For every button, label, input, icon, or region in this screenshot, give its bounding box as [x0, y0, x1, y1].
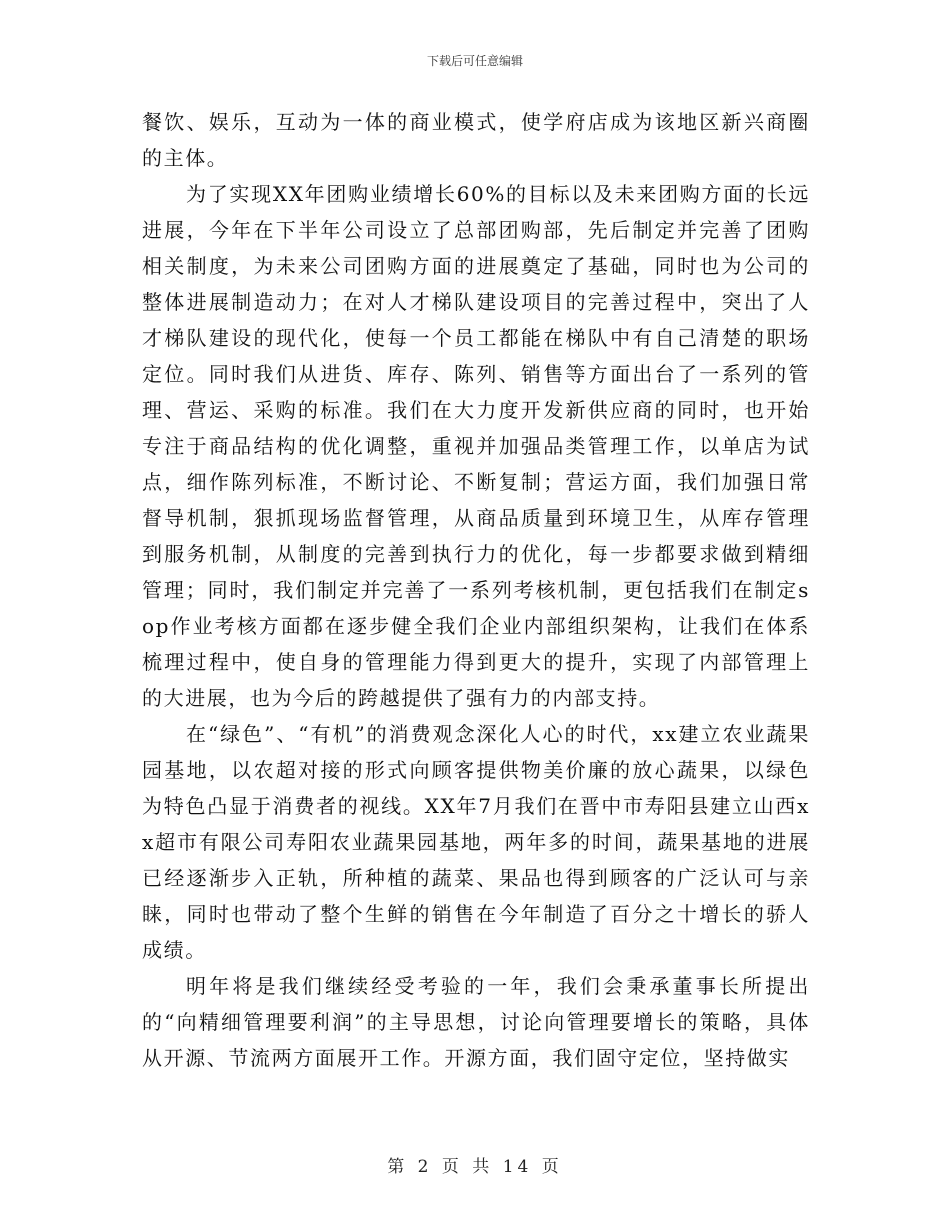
- paragraph-continuation: 餐饮、娱乐，互动为一体的商业模式，使学府店成为该地区新兴商圈的主体。: [142, 110, 810, 170]
- page-footer: 第 2 页 共 14 页: [387, 1157, 563, 1177]
- document-body: [142, 104, 810, 1076]
- paragraph-green-base: 在“绿色”、“有机”的消费观念深化人心的时代，xx建立农业蔬果园基地，以农超对接的形式向顾客提供物美价廉的放心蔬果，以绿色为特色凸显于消费者的视线。XX年7月我们在晋中市寿阳县建立山西xx超市有限公司寿阳农业蔬果园基地，两年多的时间，蔬果基地的进展已经逐渐步入正轨，所种植的蔬菜、果品也得到顾客的广泛认可与亲睐，同时也带动了整个生鲜的销售在今年制造了百分之十增长的骄人成绩。: [142, 722, 810, 962]
- paragraph-next-year: 明年将是我们继续经受考验的一年，我们会秉承董事长所提出的“向精细管理要利润”的主导思想，讨论向管理要增长的策略，具体从开源、节流两方面展开工作。开源方面，我们固守定位，坚持做实: [142, 974, 810, 1070]
- paragraph-group-purchase: 为了实现XX年团购业绩增长60%的目标以及未来团购方面的长远进展，今年在下半年公司设立了总部团购部，先后制定并完善了团购相关制度，为未来公司团购方面的进展奠定了基础，同时也为公司的整体进展制造动力；在对人才梯队建设项目的完善过程中，突出了人才梯队建设的现代化，使每一个员工都能在梯队中有自己清楚的职场定位。同时我们从进货、库存、陈列、销售等方面出台了一系列的管理、营运、采购的标准。我们在大力度开发新供应商的同时，也开始专注于商品结构的优化调整，重视并加强品类管理工作，以单店为试点，细作陈列标准，不断讨论、不断复制；营运方面，我们加强日常督导机制，狠抓现场监督管理，从商品质量到环境卫生，从库存管理到服务机制，从制度的完善到执行力的优化，每一步都要求做到精细管理；同时，我们制定并完善了一系列考核机制，更包括我们在制定sop作业考核方面都在逐步健全我们企业内部组织架构，让我们在体系梳理过程中，使自身的管理能力得到更大的提升，实现了内部管理上的大进展，也为今后的跨越提供了强有力的内部支持。: [142, 182, 810, 710]
- page-header: 下载后可任意编辑: [426, 54, 523, 68]
